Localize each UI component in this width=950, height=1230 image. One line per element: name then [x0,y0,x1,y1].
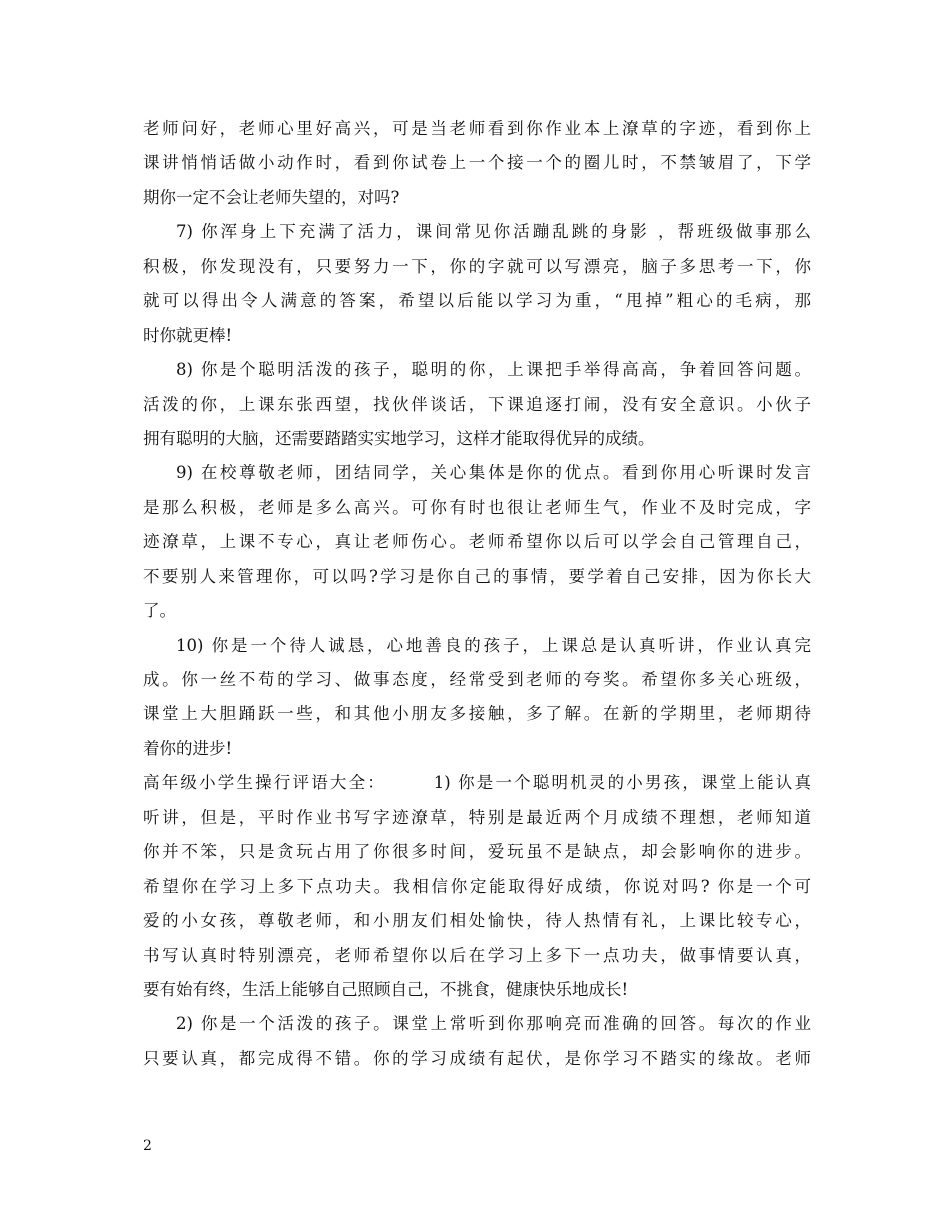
text-line: 着你的进步! [143,738,233,758]
text-line: 迹潦草，上课不专心，真让老师伤心。老师希望你以后可以学会自己管理自己， [143,532,811,552]
text-line: 爱的小女孩，尊敬老师，和小朋友们相处愉快，待人热情有礼，上课比较专心， [143,911,811,931]
text-line: 是那么积极，老师是多么高兴。可你有时也很让老师生气，作业不及时完成，字 [143,497,811,517]
page-number: 2 [143,1138,152,1154]
text-line: 活泼的你，上课东张西望，找伙伴谈话，下课追逐打闹，没有安全意识。小伙子 [143,394,811,414]
text-line: 了。 [143,601,176,621]
text-line: 只要认真，都完成得不错。你的学习成绩有起伏，是你学习不踏实的缘故。老师 [143,1048,811,1068]
text-line: 8) 你是个聪明活泼的孩子，聪明的你，上课把手举得高高，争着回答问题。 [176,360,811,380]
document-body [143,112,811,1076]
text-line: 7) 你浑身上下充满了活力，课间常见你活蹦乱跳的身影 ，帮班级做事那么 [176,222,811,242]
text-line: 积极，你发现没有，只要努力一下，你的字就可以写漂亮，脑子多思考一下，你 [143,256,811,276]
text-line: 要有始有终，生活上能够自己照顾自己，不挑食，健康快乐地成长! [143,979,629,999]
text-line: 书写认真时特别漂亮，老师希望你以后在学习上多下一点功夫，做事情要认真， [143,945,811,965]
text-line: 期你一定不会让老师失望的，对吗? [143,187,400,207]
text-line: 2) 你是一个活泼的孩子。课堂上常听到你那响亮而准确的回答。每次的作业 [176,1014,811,1034]
text-line: 不要别人来管理你，可以吗?学习是你自己的事情，要学着自己安排，因为你长大 [143,566,811,586]
text-line: 老师问好，老师心里好高兴，可是当老师看到你作业本上潦草的字迹，看到你上 [143,119,811,138]
text-line: 课堂上大胆踊跃一些，和其他小朋友多接触，多了解。在新的学期里，老师期待 [143,704,811,724]
text-line: 你并不笨，只是贪玩占用了你很多时间，爱玩虽不是缺点，却会影响你的进步。 [143,842,811,862]
text-line: 课讲悄悄话做小动作时，看到你试卷上一个接一个的圈儿时，不禁皱眉了，下学 [143,153,811,173]
text-line: 10) 你是一个待人诚恳，心地善良的孩子，上课总是认真听讲，作业认真完 [176,635,811,655]
text-line: 时你就更棒! [143,325,233,345]
text-line: 拥有聪明的大脑，还需要踏踏实实地学习，这样才能取得优异的成绩。 [143,428,655,448]
text-line: 听讲，但是，平时作业书写字迹潦草，特别是最近两个月成绩不理想，老师知道 [143,807,811,827]
text-line: 就可以得出令人满意的答案，希望以后能以学习为重，“甩掉”粗心的毛病，那 [143,291,811,311]
text-line: 高年级小学生操行评语大全： 1) 你是一个聪明机灵的小男孩，课堂上能认真 [143,773,811,793]
text-line: 成。你一丝不苟的学习、做事态度，经常受到老师的夸奖。希望你多关心班级， [143,670,811,689]
text-line: 希望你在学习上多下点功夫。我相信你定能取得好成绩，你说对吗? 你是一个可 [143,876,811,896]
text-line: 9) 在校尊敬老师，团结同学，关心集体是你的优点。看到你用心听课时发言 [176,463,811,483]
